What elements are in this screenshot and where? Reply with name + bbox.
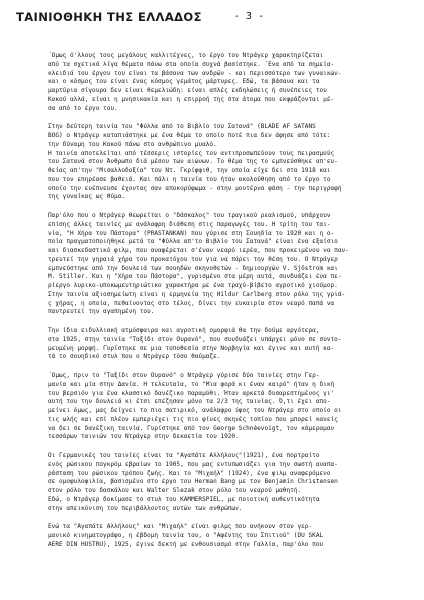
page-header [16,10,408,30]
page-number: - 3 - [235,11,265,22]
archive-title: ΤΑΙΝΙΟΘΗΚΗ ΤΗΣ ΕΛΛΑΔΟΣ [16,10,202,24]
document-body [48,52,386,560]
paragraph-2: Στην δεύτερη ταινία του "Φύλλα από το Βιβλίο του Σατανά" (BLADE AF SATANS BOG) ο Ντράγερ καταπιάστηκε με ένα θέμα το οποίο ποτέ πια δεν άφησε από τότε: την δύναμη του Κακού πάνω στο ανθρώπινο μυαλό. Η ταινία αποτελείται από τέσσερις ιστορίες του αντιπροσωπεύουν τους πειρασμούς του Σατανά στον Άνθρωπο διά μέσου των αιώνων. Το θέμα της το εμπνεύσθηκε απ'ευ- θείας απ'την "Μισαλλοδοξία" του Ντ. Γκρίφφιθ, την οποία είχε δει στα 1918 και που τον επηρέασε βαθειά. Και πάλι η ταινία του ήταν ακολούθηση από το έργο το οποίο την ενέπνευσε έχοντας σαν αποκορύφωμα - στην μοντέρνα φάση - την περιγραφή της γυναίκας ως θύμα. [48,123,342,201]
paragraph-7: Ενώ τα "Αγαπάτε Αλλήλους" και "Μιχαήλ" είναι φιλμς που ανήκουν στον γερ- μανικό κινηματογράφο, η έβδομη ταινία του, ο "Αφέντης του Σπιτιού" (DU SKAL AERE DIN HUSTRU), 1925, έγινε δεκτή με ενθουσιασμό στην Γαλλία, παρ'όλο που [48,523,324,548]
paragraph-4: Την ίδια ειδυλλιακή ατμόσφαιρα και αγροτική ομορφιά θα την δούμε αργότερα, στα 1925, στην ταινία "Ταξίδι στον Ουρανό", που συνδυάζει υπάρχει μόνο σε συντο- μευμένη μορφή. Γυρίστηκε σε μια τοποθεσία στην Νορβηγία και έγινε και αυτή κα- τά το σουηδικό στυλ που ο Ντράγερ τόσο θαύμαζε. [48,327,342,361]
paragraph-5: ΄Ομως, πριν το "Ταξίδι στον Ουρανό" ο Ντράγερ γύρισε δύο ταινίες στην Γερ- μανία και μία στην Δανία. Η τελευταία, το "Μια φορά κι έναν καιρό" ήταν η δική του βερσιόν για ένα κλασσικό δανέζικο παραμύθι. Ήταν αρκετά δυσαρεστημένος γι' αυτή του την δουλειά κι έτσι επέζησαν μόνο τα 2/3 της ταινίας. Ό,τι έχει απο- μείνει όμως, μας δείχνει το πιο σατιρικό, ανάλαφρο ύφος του Ντράγερ στο οποίο οι τις ωλής και επί πλέον εμπεριέχει τις πιο φίνες σκηνές τοπίου που μπορεί κανείς να δει σε δανέζικη ταινία. Γυρίστηκε από τον George Schnéevoigt, τον κάμεραμαν τεσσάρων ταινιών του Ντράγερ στην δεκαετία του 1920. [48,372,342,441]
paragraph-6: Οι Γερμανικές του ταινίες είναι τα "Αγαπάτε Αλλήλους"(1921), ένα πορτραίτο ενός ρώσικου πογκρόμ εβραίων το 1905, που μας εντυπωσιάζει για την σωστή αναπα- ράσταση του ρώσικου τρόπου ζωής. Και το "Μιχαήλ" (1924), ένα φιλμ αναφερόμενο σε ομοφυλοφιλία, βασισμένο στο έργο του Herman Bang με τον Benjamin Christensen στον ρόλο του δασκάλου και Walter Slezak στον ρόλο του νεαρού μαθητή. Εδώ, ο Ντράγερ δοκίμασε το στυλ του KAMMERSPIEL, με ποιοτική αυθεντικότητα στην απεικόνιση του περιβάλλοντος αυτών των ανθρώπων. [48,452,338,512]
paragraph-3: Παρ'όλο που ο Ντράγερ θεωρείται ο "δάσκαλος" του τραγικού ρεαλισμού, υπάρχουν επίσης άλλες ταινίες με ανάλαφρη διάθεση στις παραγωγές του. Η τρίτη του ται- νία, "Η Χήρα του Πάστορα" (PRASTANKAN) που γύρισε στη Σουηδία το 1920 και η ο- ποία πραγματοποιήθηκε μετά τα "Φύλλα απ'το Βιβλίο του Σατανά" είναι ένα εξαίσιο και διασκεδαστικό φιλμ, που αναφέρεται σ'έναν νεαρό ιερέα, που προκειμένου να παν- τρευτεί την γηραιά χήρα του προκατόχου του για να πάρει την θέση του. Ο Ντράγερ εμπνεύστηκε από την δουλειά των σουηδών σκηνοθετών - δημιουργών V. Sjöstrom και M. Stiller. Και η "Χήρα του Πάστορα", γυρισμένο στα μέρη αυτά, συνδυάζει ένα πε- ρίεργο λυρικο-υποκωμευτηριώτικο χαρακτήρα με ένα τραχύ-βίβετο αγροτικό χιούμορ. Στην ταινία αξιοσημείωτη είναι η ερμηνεία της Hildur Carlberg στον ρόλο της γριά- ς χήρας, η οποία, πεθαίνοντας στο τέλος, δίνει την ευκαιρία στον νεαρό παπά να παντρευτεί την αγαπημένη του. [48,212,349,316]
paragraph-1: ΄Ομως ό'λλους τους μεγάλους καλλιτέχνες, το έργο του Ντράγερ χαρακτηρίζεται από τα σχετικά λίγα θέματα πάνω στα οποία συχνά βασίστηκε. ΄Ενα από τα σημεία- κλειδιά του έργου του είναι τα βάσανα των ανδρών - και περισσότερο των γυναικών- και ο κόσμος του είναι ένας κόσμος γεμάτος μάρτυρες. Εδώ, τα βάσανα και τα μαρτύρια σίγουρα δεν είναι θεμελιώδη: είναι απλές εκδηλώσεις ή συνέπειες του Κακού αλλά, είναι η μνησικακία και η επιρροή της στα άτομα που εκφράζονται μέ- σα από το έργο του. [48,52,342,112]
